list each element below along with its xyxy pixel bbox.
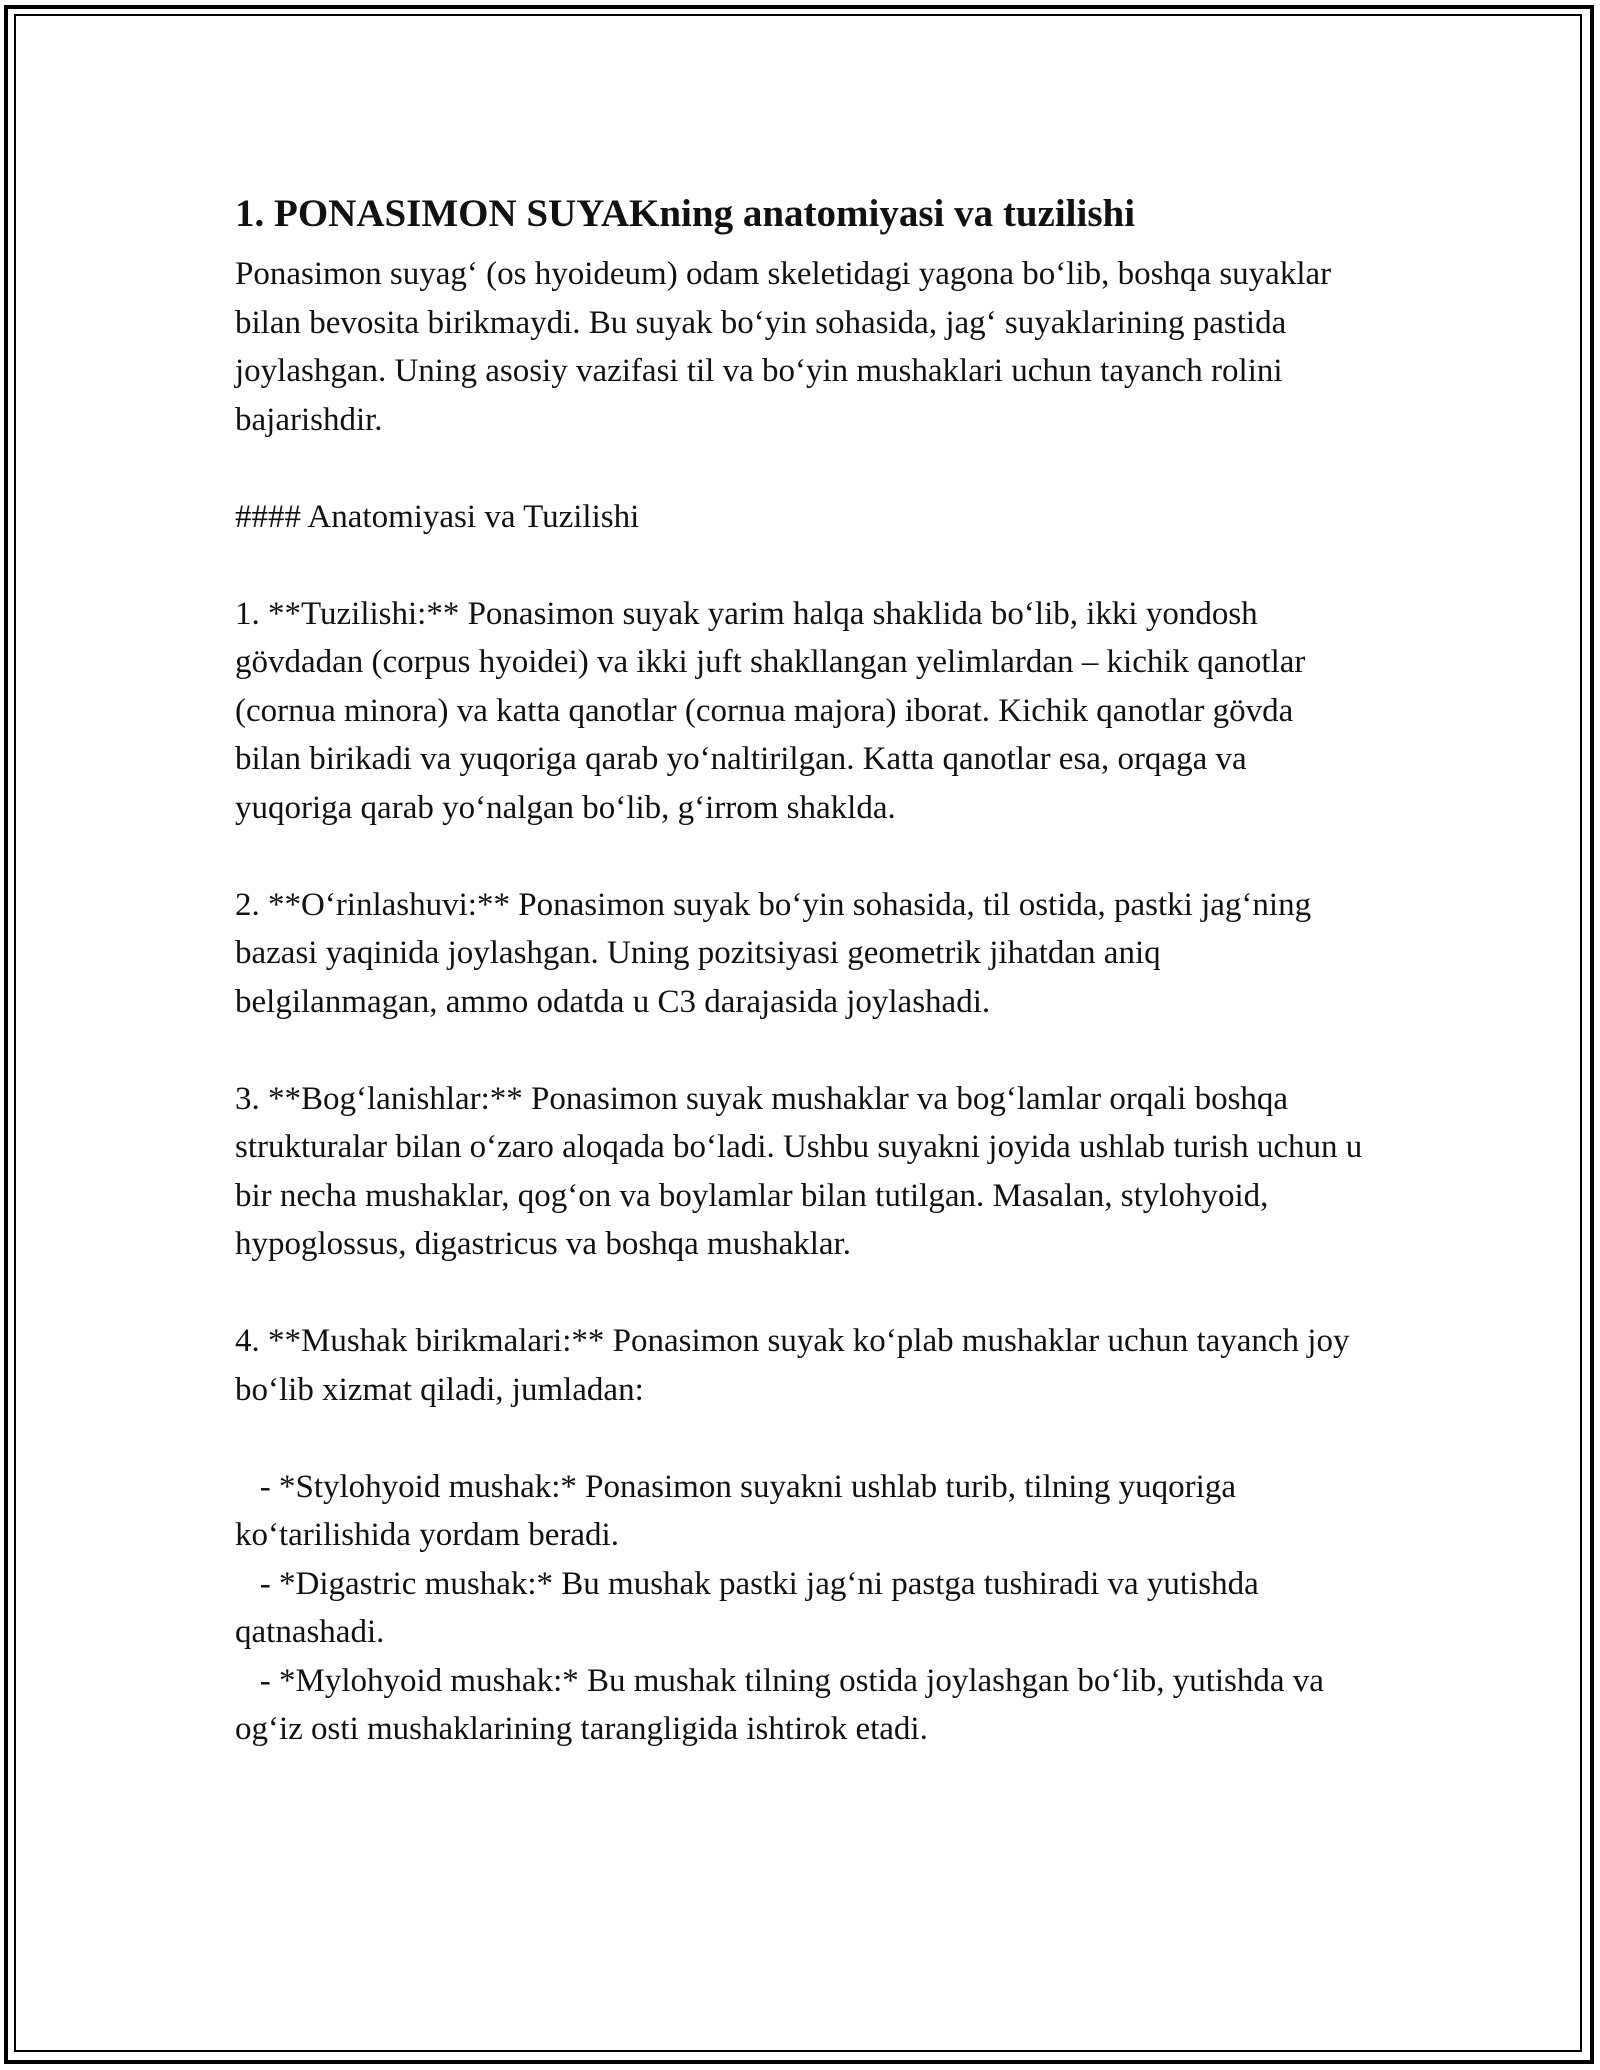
intro-paragraph: Ponasimon suyag‘ (os hyoideum) odam skeletidagi yagona bo‘lib, boshqa suyaklar bilan bevosita birikmaydi. Bu suyak bo‘yin sohasida, jag‘ suyaklarining pastida joylashgan. Uning asosiy vazifasi til va bo‘yin mushaklari uchun tayanch rolini bajarishdir. — [235, 256, 1332, 438]
spacer — [235, 1269, 1365, 1318]
spacer — [235, 541, 1365, 590]
muscle-bullet-digastric: - *Digastric mushak:* Bu mushak pastki jag‘ni pastga tushiradi va yutishda qatnashadi. — [235, 1565, 1268, 1650]
spacer — [235, 1026, 1365, 1075]
list-item-location: 2. **O‘rinlashuvi:** Ponasimon suyak bo‘yin sohasida, til ostida, pastki jag‘ning bazasi yaqinida joylashgan. Uning pozitsiyasi geometrik jihatdan aniq belgilanmagan, ammo odatda u C3 darajasida joylashadi. — [235, 886, 1312, 1020]
spacer — [235, 1414, 1365, 1463]
spacer — [235, 832, 1365, 881]
section-heading: #### Anatomiyasi va Tuzilishi — [235, 498, 640, 535]
list-item-connections: 3. **Bog‘lanishlar:** Ponasimon suyak mushaklar va bog‘lamlar orqali boshqa strukturalar bilan o‘zaro aloqada bo‘ladi. Ushbu suyakni joyida ushlab turish uchun u bir necha mushaklar, qog‘on va boylamlar bilan tutilgan. Masalan, stylohyoid, hypoglossus, digastricus va boshqa mushaklar. — [235, 1080, 1363, 1262]
muscle-bullet-stylohyoid: - *Stylohyoid mushak:* Ponasimon suyakni ushlab turib, tilning yuqoriga ko‘tarilishida yordam beradi. — [235, 1468, 1245, 1553]
muscle-bullet-mylohyoid: - *Mylohyoid mushak:* Bu mushak tilning ostida joylashgan bo‘lib, yutishda va og‘iz osti mushaklarining tarangligida ishtirok etadi. — [235, 1662, 1333, 1747]
document-title: 1. PONASIMON SUYAKning anatomiyasi va tuzilishi — [235, 192, 1136, 235]
spacer — [235, 444, 1365, 493]
list-item-structure: 1. **Tuzilishi:** Ponasimon suyak yarim halqa shaklida bo‘lib, ikki yondosh gövdadan (corpus hyoidei) va ikki juft shakllangan yelimlardan – kichik qanotlar (cornua minora) va katta qanotlar (cornua majora) iborat. Kichik qanotlar gövda bilan birikadi va yuqoriga qarab yo‘naltirilgan. Katta qanotlar esa, orqaga va yuqoriga qarab yo‘nalgan bo‘lib, g‘irrom shaklda. — [235, 595, 1306, 826]
document-body — [235, 188, 1365, 1754]
list-item-muscle-attachments: 4. **Mushak birikmalari:** Ponasimon suyak ko‘plab mushaklar uchun tayanch joy bo‘lib xizmat qiladi, jumladan: — [235, 1323, 1350, 1408]
